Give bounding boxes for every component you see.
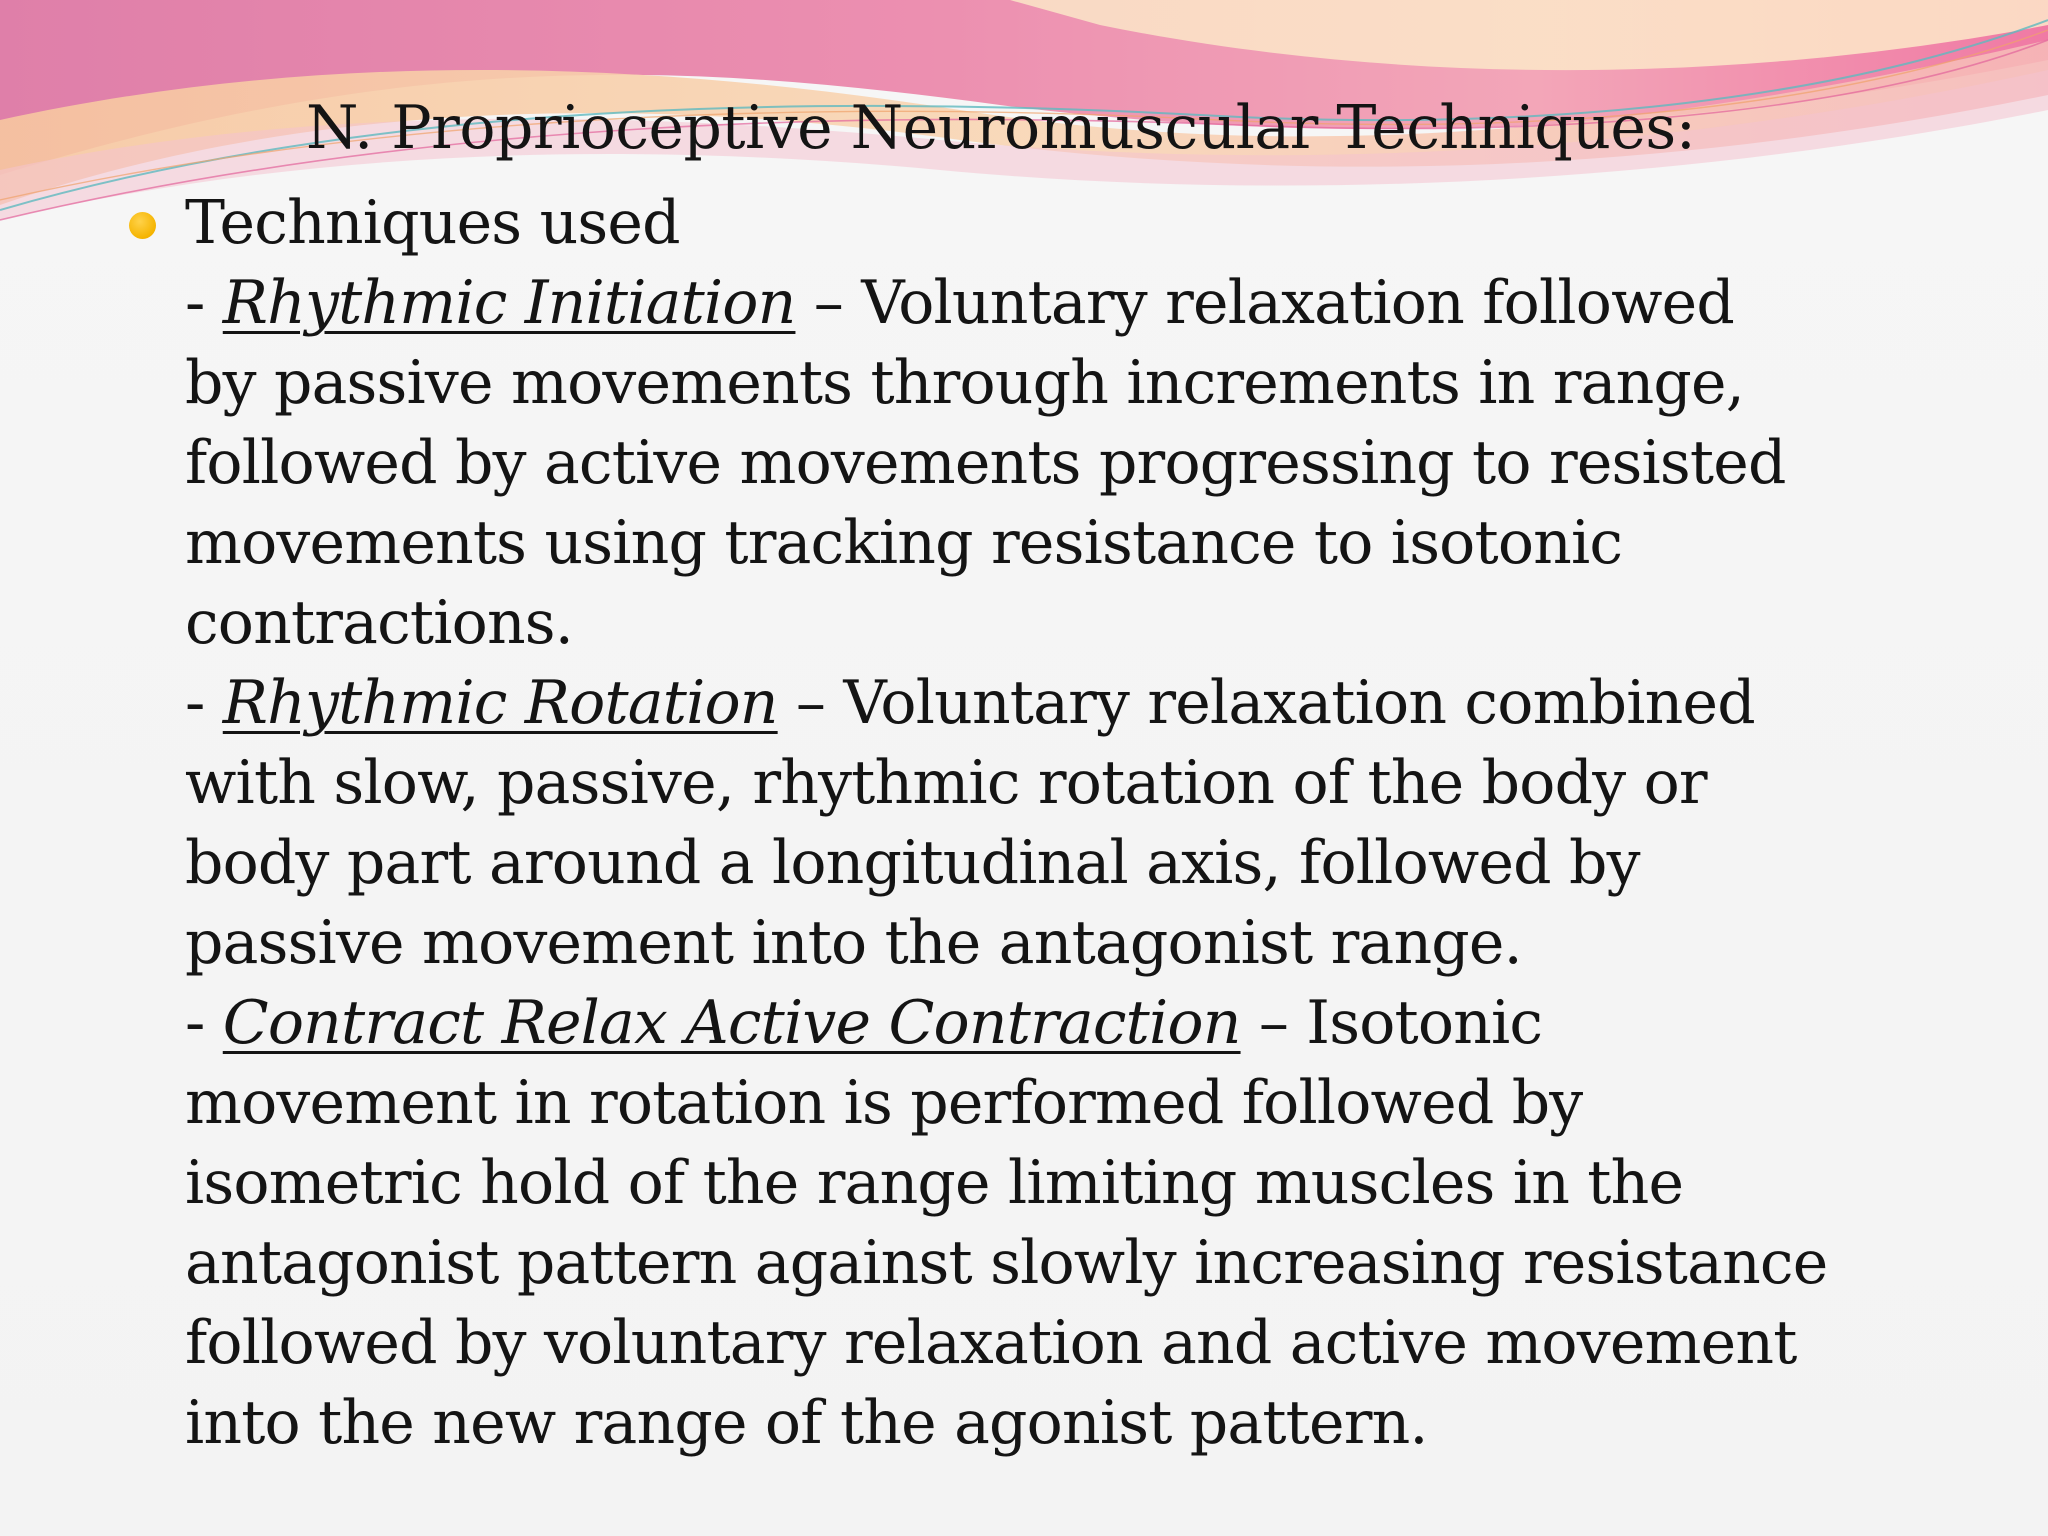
bullet-dot-icon xyxy=(129,212,156,239)
technique-prefix: - xyxy=(185,988,223,1058)
description-line: followed by active movements progressing to resisted xyxy=(185,428,1786,498)
slide-title: N. Proprioceptive Neuromuscular Techniques: xyxy=(306,93,1696,163)
technique-description: – Isotonic xyxy=(1240,988,1543,1058)
technique-prefix: - xyxy=(185,668,223,738)
description-line: body part around a longitudinal axis, followed by xyxy=(185,828,1640,898)
technique-first-line xyxy=(185,983,2005,1063)
bullet-label: Techniques used xyxy=(185,188,680,258)
technique-term-rhythmic-rotation: Rhythmic Rotation xyxy=(222,668,778,738)
technique-description: – Voluntary relaxation combined xyxy=(777,668,1755,738)
description-line: into the new range of the agonist pattern. xyxy=(185,1388,1428,1458)
description-line: by passive movements through increments in range, xyxy=(185,348,1745,418)
technique-first-line xyxy=(185,263,2005,343)
slide-body xyxy=(185,183,2005,1463)
description-line: antagonist pattern against slowly increasing resistance xyxy=(185,1228,1828,1298)
technique-prefix: - xyxy=(185,268,223,338)
technique-term-contract-relax-active-contraction: Contract Relax Active Contraction xyxy=(222,988,1241,1058)
description-line: with slow, passive, rhythmic rotation of the body or xyxy=(185,748,1707,818)
technique-first-line xyxy=(185,663,2005,743)
description-line: contractions. xyxy=(185,588,574,658)
description-line: isometric hold of the range limiting muscles in the xyxy=(185,1148,1684,1218)
technique-description: – Voluntary relaxation followed xyxy=(795,268,1734,338)
technique-term-rhythmic-initiation: Rhythmic Initiation xyxy=(222,268,796,338)
description-line: movements using tracking resistance to isotonic xyxy=(185,508,1623,578)
description-line: movement in rotation is performed followed by xyxy=(185,1068,1583,1138)
description-line: passive movement into the antagonist range. xyxy=(185,908,1522,978)
description-line: followed by voluntary relaxation and active movement xyxy=(185,1308,1797,1378)
